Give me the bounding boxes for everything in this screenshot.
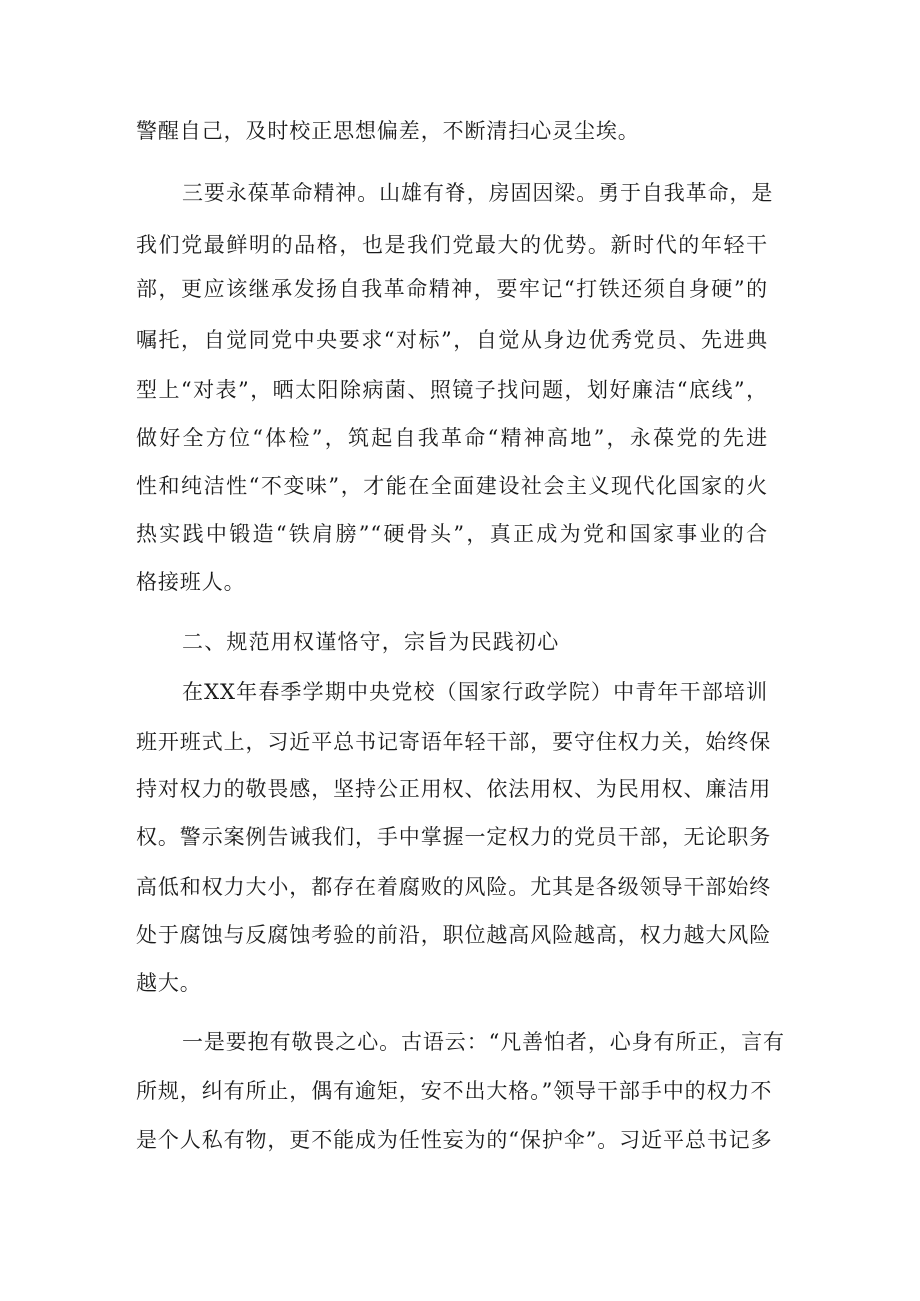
paragraph-line: 在XX年春季学期中央党校（国家行政学院）中青年干部培训 [182, 680, 768, 704]
paragraph-line: 性和纯洁性“不变味”，才能在全面建设社会主义现代化国家的火 [136, 474, 768, 498]
paragraph-line: 型上“对表”，晒太阳除病菌、照镜子找问题，划好廉洁“底线”， [136, 378, 768, 402]
paragraph-line: 嘱托，自觉同党中央要求“对标”，自觉从身边优秀党员、先进典 [136, 328, 768, 352]
paragraph-line: 格接班人。 [136, 570, 246, 594]
paragraph-line: 一是要抱有敬畏之心。古语云：“凡善怕者，心身有所正，言有 [182, 1030, 785, 1054]
paragraph-line: 警醒自己，及时校正思想偏差，不断清扫心灵尘埃。 [136, 119, 640, 143]
paragraph-line: 三要永葆革命精神。山雄有脊，房固因梁。勇于自我革命，是 [182, 181, 774, 205]
paragraph-line: 是个人私有物，更不能成为任性妄为的“保护伞”。习近平总书记多 [136, 1128, 773, 1152]
section-heading: 二、规范用权谨恪守，宗旨为民践初心 [182, 630, 560, 654]
paragraph-line: 持对权力的敬畏感，坚持公正用权、依法用权、为民用权、廉洁用 [136, 777, 772, 801]
paragraph-line: 做好全方位“体检”，筑起自我革命“精神高地”，永葆党的先进 [136, 426, 768, 450]
paragraph-line: 越大。 [136, 971, 202, 995]
paragraph-line: 所规，纠有所止，偶有逾矩，安不出大格。”领导干部手中的权力不 [136, 1079, 773, 1103]
paragraph-line: 处于腐蚀与反腐蚀考验的前沿，职位越高风险越高，权力越大风险 [136, 923, 772, 947]
paragraph-line: 部，更应该继承发扬自我革命精神，要牢记“打铁还须自身硬”的 [136, 277, 768, 301]
paragraph-line: 我们党最鲜明的品格，也是我们党最大的优势。新时代的年轻干 [136, 233, 768, 257]
paragraph-line: 班开班式上，习近平总书记寄语年轻干部，要守住权力关，始终保 [136, 730, 772, 754]
paragraph-line: 高低和权力大小，都存在着腐败的风险。尤其是各级领导干部始终 [136, 875, 772, 899]
paragraph-line: 热实践中锻造“铁肩膀”“硬骨头”，真正成为党和国家事业的合 [136, 522, 768, 546]
paragraph-line: 权。警示案例告诫我们，手中掌握一定权力的党员干部，无论职务 [136, 825, 772, 849]
